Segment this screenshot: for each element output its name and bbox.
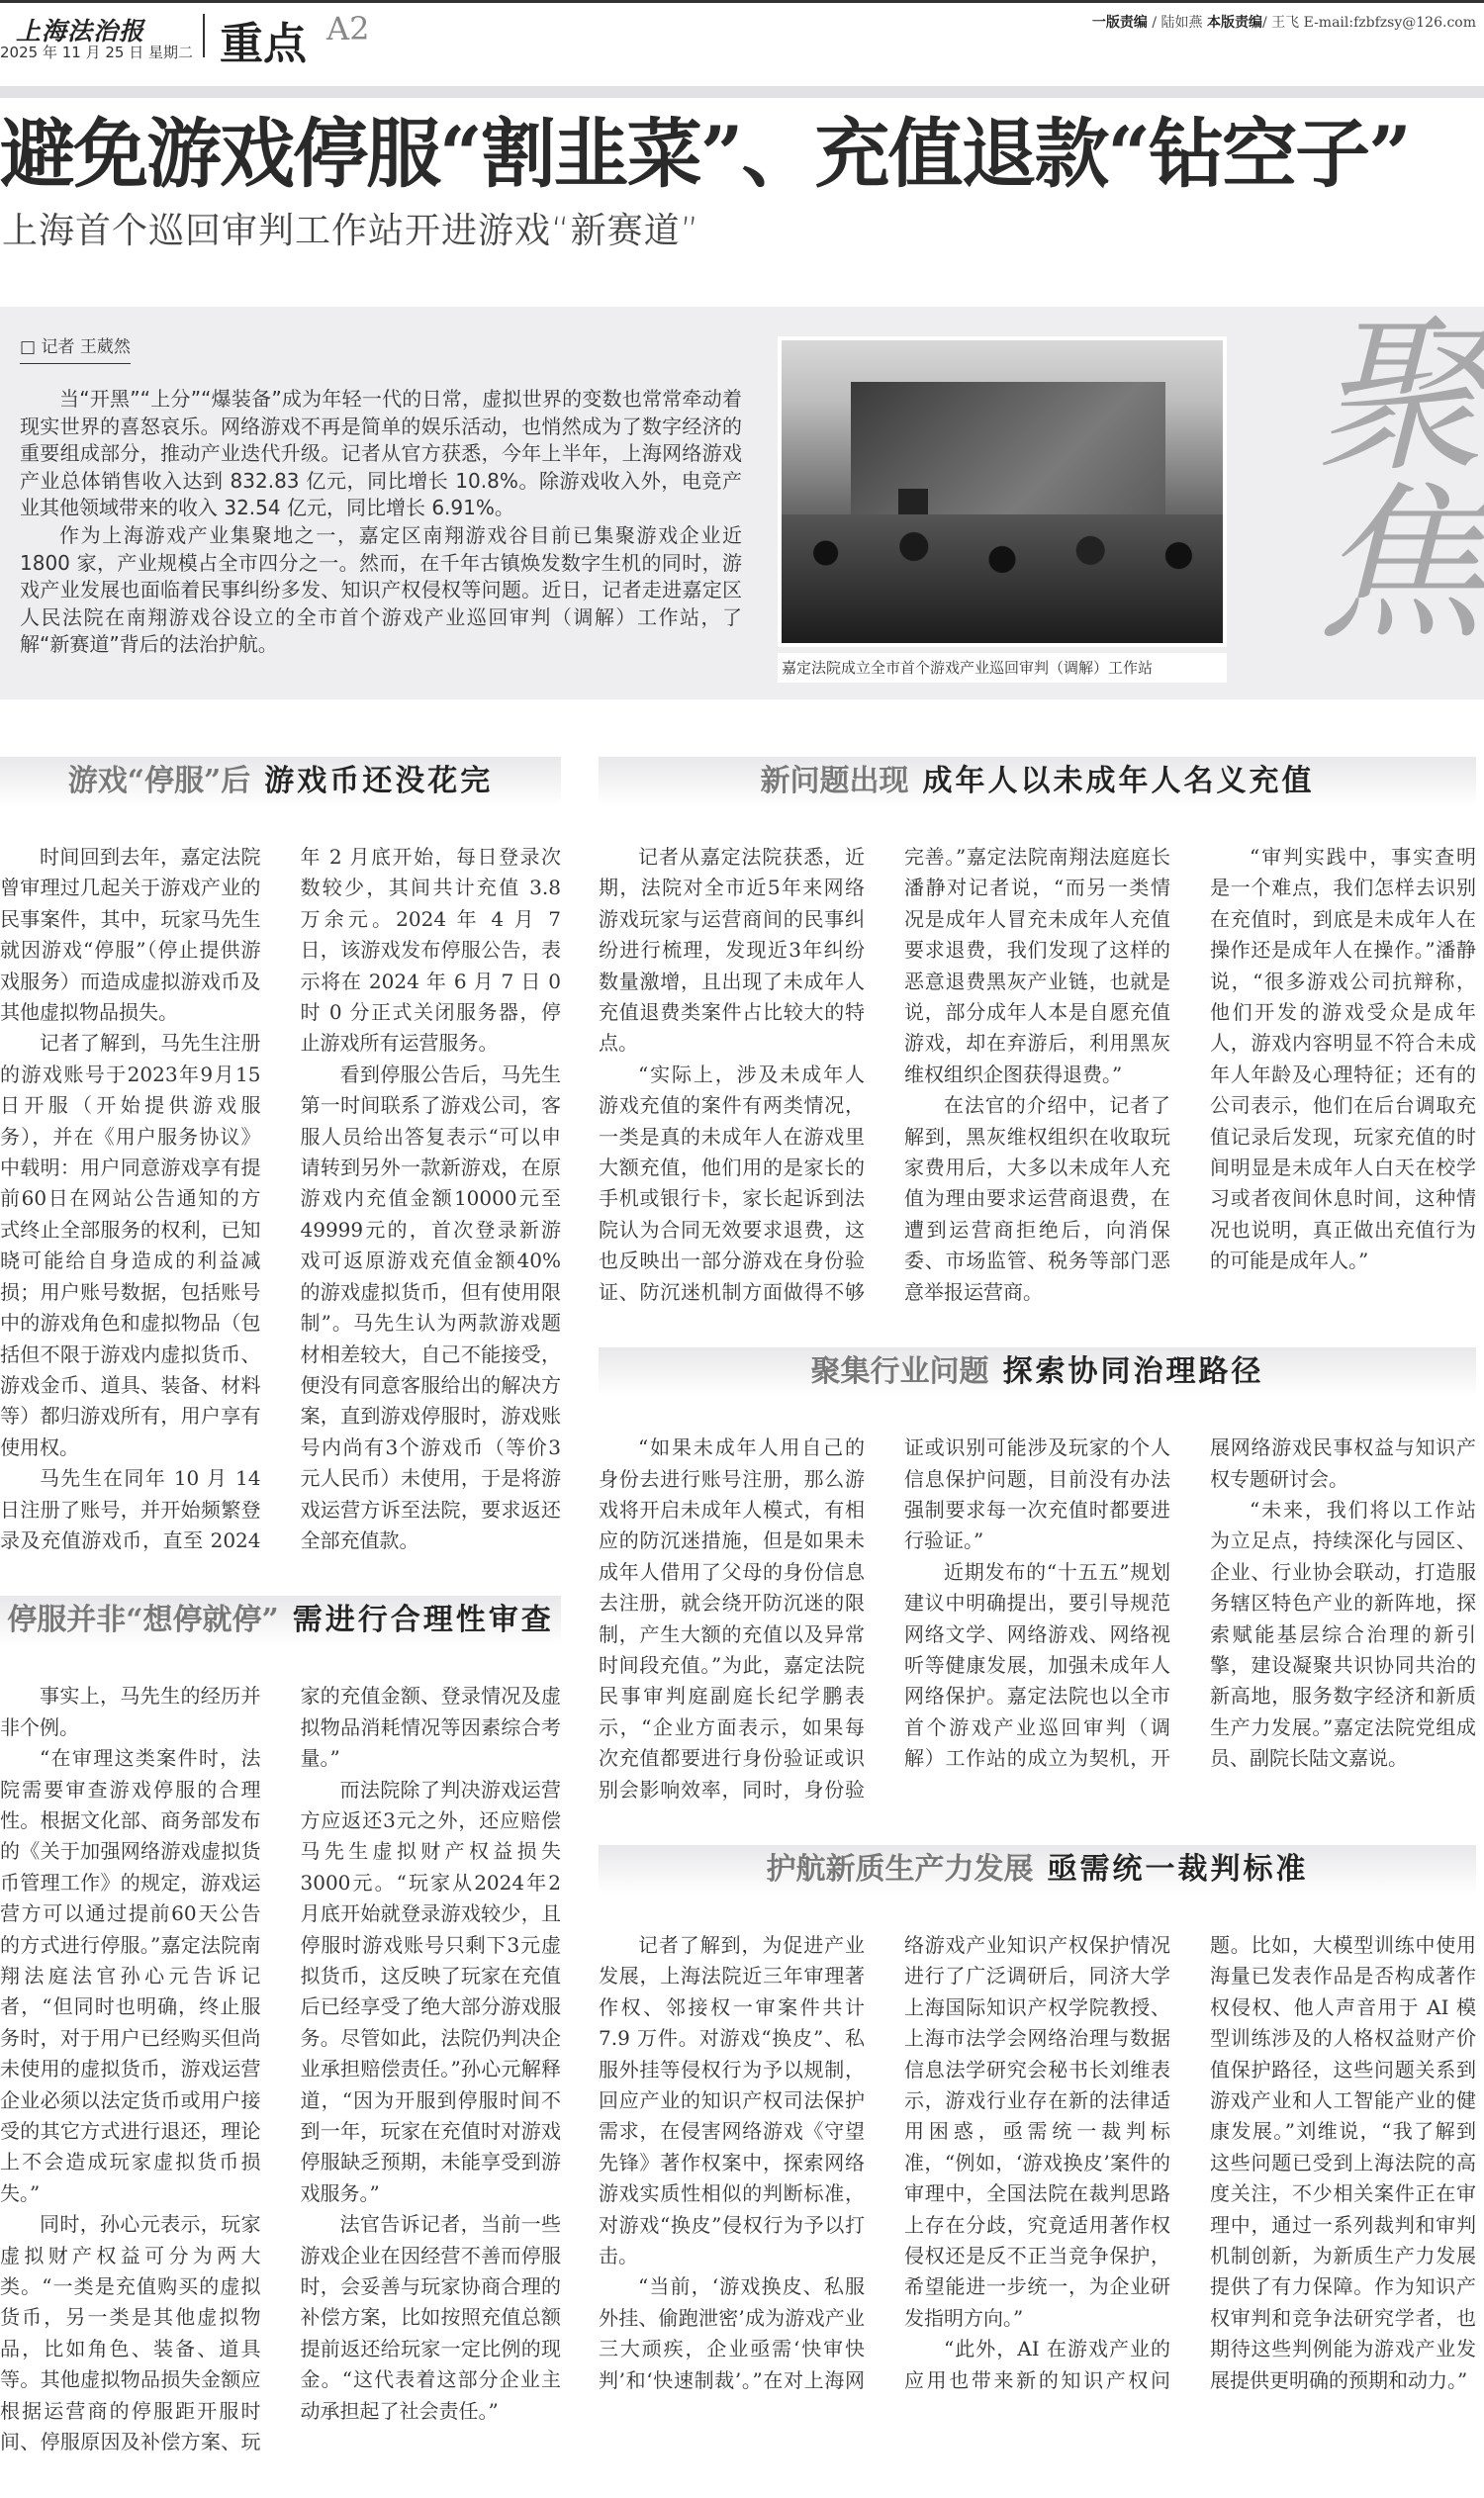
photo-caption: 嘉定法院成立全市首个游戏产业巡回审判（调解）工作站 [778, 653, 1227, 683]
right-article-column [599, 757, 1476, 2436]
section-heading [599, 1845, 1476, 1895]
intro-text [20, 386, 742, 659]
article-section [599, 1845, 1476, 2396]
editor2-name: / 王飞 [1261, 15, 1304, 31]
section-heading [599, 757, 1476, 806]
editor1-name: / 陆如燕 [1147, 15, 1207, 31]
paragraph: “实际上，涉及未成年人游戏充值的案件有两类情况，一类是真的未成年人在游戏里大额充值，他们用的是家长的手机或银行卡，家长起诉到法院认为合同无效要求退费，这也反映出一部分游戏在身份验证、防沉迷机制方面做得不够完善。”嘉定法院南翔法庭庭长潘静对记者说，“而另一类情况是成年人冒充未成年人充值要求退费，我们发现了这样的恶意退费黑灰产业链，也就是说，部分成年人本是自愿充值游戏，却在弃游后，利用黑灰维权组织企图获得退费。” [599, 845, 1170, 1304]
paragraph: 同时，孙心元表示，玩家虚拟财产权益可分为两大类。“一类是充值购买的虚拟货币，另一类是其他虚拟物品，比如角色、装备、道具等。其他虚拟物品损失金额应根据运营商的停服距开服时间、停服原因及补偿方案、玩家的充值金额、登录情况及虚拟物品消耗情况等因素综合考量。” [0, 1684, 561, 2454]
paragraph: 看到停服公告后，马先生第一时间联系了游戏公司，客服人员给出答复表示“可以申请转到另外一款新游戏，在原游戏内充值金额10000元至49999元的，首次登录新游戏可返原游戏充值金额40%的游戏虚拟货币，但有使用限制”。马先生认为两款游戏题材相差较大，自己不能接受，便没有同意客服给出的解决方案，直到游戏停服时，游戏账号内尚有3个游戏币（等价3元人民币）未使用，于是将游戏运营方诉至法院，要求返还全部充值款。 [300, 1062, 561, 1552]
section-name: 重点 [220, 19, 307, 69]
article-section [599, 1347, 1476, 1805]
paragraph: “当前，‘游戏换皮、私服外挂、偷跑泄密’成为游戏产业三大顽疾，企业亟需‘快审快判’和‘快速制裁’。”在对上海网络游戏产业知识产权保护情况进行了广泛调研后，同济大学上海国际知识产权学院教授、上海市法学会网络治理与数据信息法学研究会秘书长刘维表示，游戏行业存在新的法律适用困惑，亟需统一裁判标准，“例如，‘游戏换皮’案件的审理中，全国法院在裁判思路上存在分歧，究竟适用著作权侵权还是反不正当竞争保护，希望能进一步统一，为企业研发指明方向。” [599, 1932, 1170, 2392]
intro-box [0, 307, 1484, 699]
paragraph: 时间回到去年，嘉定法院曾审理过几起关于游戏产业的民事案件，其中，玩家马先生就因游戏“停服”（停止提供游戏服务）而造成虚拟游戏币及其他虚拟物品损失。 [0, 845, 261, 1025]
section-body [0, 842, 561, 1556]
paragraph: “未来，我们将以工作站为立足点，持续深化与园区、企业、行业协会联动，打造服务辖区特色产业的新阵地，探索赋能基层综合治理的新引擎，建设凝聚共识协同共治的新高地，服务数字经济和新质生产力发展。”嘉定法院党组成员、副院长陆文嘉说。 [1210, 1497, 1476, 1771]
page-number: A2 [326, 10, 370, 47]
paragraph: “此外，AI 在游戏产业的应用也带来新的知识产权问题。比如，大模型训练中使用海量已发表作品是否构成著作权侵权、他人声音用于 AI 模型训练涉及的人格权益财产价值保护路径，这些问题关系到游戏产业和人工智能产业的健康发展。”刘维说，“我了解到这些问题已受到上海法院的高度关注，不少相关案件正在审理中，通过一系列裁判和审判机制创新，为新质生产力发展提供了有力保障。作为知识产权审判和竞争法研究学者，也期待这些判例能为游戏产业发展提供更明确的预期和动力。” [904, 1932, 1476, 2392]
event-photo [778, 336, 1227, 647]
paragraph: 近期发布的“十五五”规划建议中明确提出，要引导规范网络文学、网络游戏、网络视听等健康发展，加强未成年人网络保护。嘉定法院也以全市首个游戏产业巡回审判（调解）工作站的成立为契机，开展网络游戏民事权益与知识产权专题研讨会。 [904, 1435, 1476, 1771]
section-heading-b: 游戏币还没花完 [264, 764, 494, 798]
paragraph: “在审理这类案件时，法院需要审查游戏停服的合理性。根据文化部、商务部发布的《关于加强网络游戏虚拟货币管理工作》的规定，游戏运营方可以通过提前60天公告的方式进行停服。”嘉定法院南翔法庭法官孙心元告诉记者，“但同时也明确，终止服务时，对于用户已经购买但尚未使用的虚拟货币，游戏运营企业必须以法定货币或用户接受的其它方式进行退还，理论上不会造成玩家虚拟货币损失。” [0, 1746, 261, 2205]
section-heading-b: 需进行合理性审查 [292, 1603, 554, 1638]
section-heading-a: 护航新质生产力发展 [766, 1851, 1034, 1887]
header-divider [203, 14, 205, 57]
article-section [0, 1596, 561, 2457]
headline: 避免游戏停服“割韭菜”、充值退款“钻空子” [0, 110, 1410, 198]
section-heading-a: 停服并非“想停就停” [7, 1603, 279, 1638]
editor2-label: 本版责编 [1206, 15, 1262, 31]
paragraph: 事实上，马先生的经历并非个例。 [0, 1684, 261, 1739]
intro-paragraph: 作为上海游戏产业集聚地之一，嘉定区南翔游戏谷目前已集聚游戏企业近 1800 家，产业规模占全市四分之一。然而，在千年古镇焕发数字生机的同时，游戏产业发展也面临着民事纠纷多发、知识产权侵权等问题。近日，记者走进嘉定区人民法院在南翔游戏谷设立的全市首个游戏产业巡回审判（调解）工作站，了解“新赛道”背后的法治护航。 [20, 522, 742, 657]
section-body [599, 1433, 1476, 1805]
editor1-label: 一版责编 [1091, 15, 1148, 31]
intro-paragraph: 当“开黑”“上分”“爆装备”成为年轻一代的日常，虚拟世界的变数也常常牵动着现实世界的喜怒哀乐。网络游戏不再是简单的娱乐活动，也悄然成为了数字经济的重要组成部分，推动产业迭代升级。记者从官方获悉，今年上半年，上海网络游戏产业总体销售收入达到 832.83 亿元，同比增长 10.8%。除游戏收入外，电竞产业其他领域带来的收入 32.54 亿元，同比增长 6.91%。 [20, 387, 742, 520]
audience [782, 514, 1223, 643]
paragraph: 记者了解到，为促进产业发展，上海法院近三年审理著作权、邻接权一审案件共计 7.9 万件。对游戏“换皮”、私服外挂等侵权行为予以规制，回应产业的知识产权司法保护需求，在侵害网络游戏《守望先锋》著作权案中，探索网络游戏实质性相似的判断标准，对游戏“换皮”侵权行为予以打击。 [599, 1932, 865, 2268]
top-rule [0, 0, 1484, 3]
editors-line [1092, 12, 1476, 32]
section-heading-a: 聚集行业问题 [810, 1354, 989, 1390]
section-heading-b: 探索协同治理路径 [1002, 1354, 1264, 1390]
header-band [0, 86, 1484, 98]
paragraph: 马先生在同年 10 月 14 日注册了账号，并开始频繁登录及充值游戏币，直至 2024 年 2 月底开始，每日登录次数较少，其间共计充值 3.8 万余元。2024 年 4 月 7 日，该游戏发布停服公告，表示将在 2024 年 6 月 7 日 0 时 0 分正式关闭服务器，停止游戏所有运营服务。 [0, 845, 561, 1552]
paragraph: 法官告诉记者，当前一些游戏企业在因经营不善而停服时，会妥善与玩家协商合理的补偿方案，比如按照充值总额提前返还给玩家一定比例的现金。“这代表着这部分企业主动承担起了社会责任。” [300, 2212, 561, 2423]
issue-date: 2025 年 11 月 25 日 星期二 [0, 44, 193, 61]
section-heading [599, 1347, 1476, 1397]
column-logo-calligraphy: 聚焦 [1287, 307, 1483, 643]
section-body [599, 1930, 1476, 2396]
newspaper-masthead: 上海法治报 [16, 17, 145, 46]
section-heading [0, 1596, 561, 1645]
article-section [0, 757, 561, 1556]
paragraph: 而法院除了判决游戏运营方应返还3元之外，还应赔偿马先生虚拟财产权益损失3000元。“玩家从2024年2月底开始就登录游戏较少，且停服时游戏账号只剩下3元虚拟货币，这反映了玩家在充值后已经享受了绝大部分游戏服务。尽管如此，法院仍判决企业承担赔偿责任。”孙心元解释道，“因为开服到停服时间不到一年，玩家在充值时对游戏停服缺乏预期，未能享受到游戏服务。” [300, 1777, 561, 2205]
section-heading-b: 成年人以未成年人名义充值 [922, 764, 1315, 798]
section-heading-a: 新问题出现 [760, 764, 909, 798]
paragraph: 记者从嘉定法院获悉，近期，法院对全市近5年来网络游戏玩家与运营商间的民事纠纷进行梳理，发现近3年纠纷数量激增，且出现了未成年人充值退费类案件占比较大的特点。 [599, 845, 865, 1056]
section-heading-a: 游戏“停服”后 [67, 764, 251, 798]
section-heading-b: 亟需统一裁判标准 [1047, 1851, 1309, 1887]
paragraph: 记者了解到，马先生注册的游戏账号于2023年9月15日开服（开始提供游戏服务），并在《用户服务协议》中载明：用户同意游戏享有提前60日在网站公告通知的方式终止全部服务的权利，已知晓可能给自身造成的利益减损；用户账号数据，包括账号中的游戏角色和虚拟物品（包括但不限于游戏内虚拟货币、游戏金币、道具、装备、材料等）都归游戏所有，用户享有使用权。 [0, 1031, 261, 1459]
section-body [599, 842, 1476, 1308]
section-heading [0, 757, 561, 806]
left-article-column [0, 757, 561, 2498]
byline: □ 记者 王葳然 [20, 332, 131, 364]
subheadline: 上海首个巡回审判工作站开进游戏“新赛道” [2, 211, 700, 251]
section-body [0, 1681, 561, 2457]
paragraph: “审判实践中，事实查明是一个难点，我们怎样去识别在充值时，到底是未成年人在操作还是成年人在操作。”潘静说，“很多游戏公司抗辩称，他们开发的游戏受众是成年人，游戏内容明显不符合未成年人年龄及心理特征；还有的公司表示，他们在后台调取充值记录后发现，玩家充值的时间明显是未成年人白天在校学习或者夜间休息时间，这种情况也说明，真正做出充值行为的可能是成年人。” [1210, 845, 1476, 1273]
paragraph: 在法官的介绍中，记者了解到，黑灰维权组织在收取玩家费用后，大多以未成年人充值为理由要求运营商退费，在遭到运营商拒绝后，向消保委、市场监管、税务等部门恶意举报运营商。 [904, 1093, 1170, 1304]
article-section [599, 757, 1476, 1308]
paragraph: “如果未成年人用自己的身份去进行账号注册，那么游戏将开启未成年人模式，有相应的防沉迷措施，但是如果未成年人借用了父母的身份信息去注册，就会绕开防沉迷的限制，产生大额的充值以及异常时间段充值。”为此，嘉定法院民事审判庭副庭长纪学鹏表示，“企业方面表示，如果每次充值都要进行身份验证或识别会影响效率，同时，身份验证或识别可能涉及玩家的个人信息保护问题，目前没有办法强制要求每一次充值时都要进行验证。” [599, 1435, 1170, 1802]
email: E-mail:fzbfzsy@126.com [1303, 15, 1476, 31]
